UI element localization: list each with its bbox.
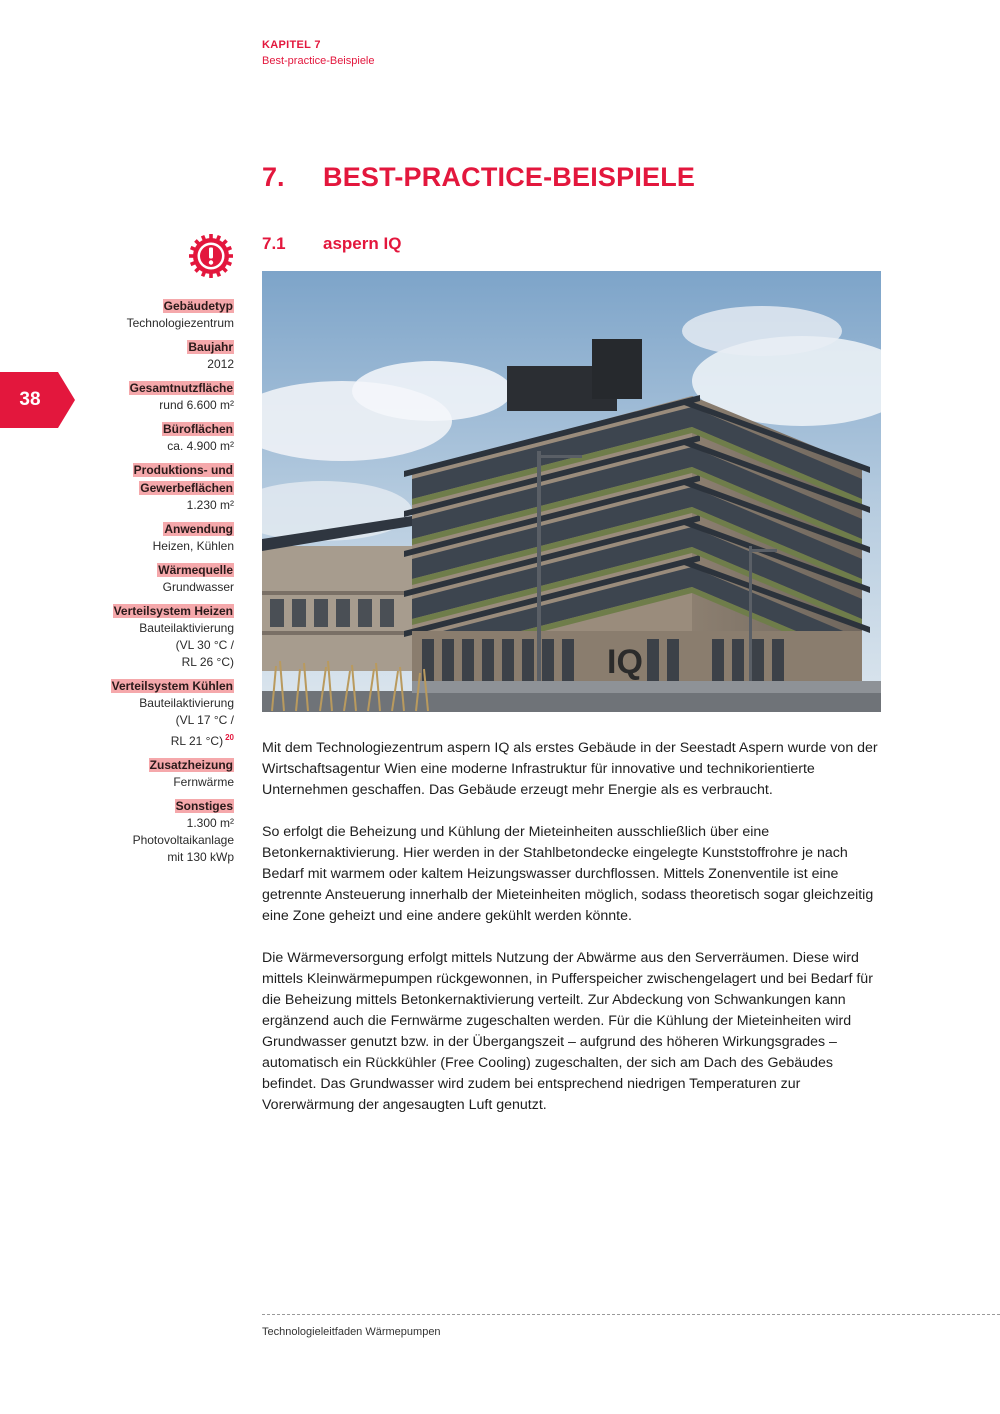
fact-item — [60, 561, 234, 596]
fact-label: Gebäudetyp — [163, 299, 233, 313]
fact-value — [60, 579, 234, 596]
fact-label: Wärmequelle — [158, 563, 233, 577]
section-title: aspern IQ — [323, 234, 402, 253]
fact-value-text: 2012 — [207, 357, 234, 371]
iq-sign: IQ — [607, 643, 643, 681]
fact-value-text: Grundwasser — [162, 580, 234, 594]
fact-value — [60, 397, 234, 414]
fact-value-text: Technologiezentrum — [126, 316, 234, 330]
fact-value-text: 1.300 m² Photovoltaikanlage mit 130 kWp — [132, 816, 234, 864]
fact-label: Verteilsystem Heizen — [113, 604, 233, 618]
fact-item — [60, 461, 234, 514]
fact-label: Zusatzheizung — [149, 758, 233, 772]
fact-item — [60, 520, 234, 555]
fact-value — [60, 538, 234, 555]
paragraph-1: Mit dem Technologiezentrum aspern IQ als erstes Gebäude in der Seestadt Aspern wurde von der Wirtschaftsagentur Wien eine moderne Infrastruktur für innovative und technikorientierte Unternehmen geschaffen. Das Gebäude erzeugt mehr Energie als es verbraucht. — [262, 740, 878, 798]
body-text — [262, 738, 884, 1137]
footnote-ref[interactable]: 20 — [225, 733, 234, 742]
fact-label: Produktions- und Gewerbeflächen — [133, 463, 233, 495]
heading1-number: 7. — [262, 162, 285, 192]
fact-value — [60, 497, 234, 514]
footer-text: Technologieleitfaden Wärmepumpen — [262, 1326, 441, 1338]
fact-label: Gesamtnutzfläche — [129, 381, 233, 395]
fact-label: Baujahr — [188, 340, 233, 354]
fact-label: Sonstiges — [175, 799, 233, 813]
fact-value — [60, 620, 234, 671]
fact-item — [60, 797, 234, 866]
fact-value-text: ca. 4.900 m² — [167, 439, 234, 453]
fact-value — [60, 315, 234, 332]
fact-item — [60, 602, 234, 671]
page-title: BEST-PRACTICE-BEISPIELE — [323, 162, 696, 192]
building-facts — [60, 297, 234, 872]
fact-item — [60, 379, 234, 414]
fact-value-text: rund 6.600 m² — [159, 398, 234, 412]
fact-value-text: Bauteilaktivierung (VL 17 °C / RL 21 °C) — [139, 696, 234, 748]
fact-label: Anwendung — [164, 522, 233, 536]
heading2-number: 7.1 — [262, 234, 286, 253]
fact-value — [60, 695, 234, 750]
fact-value-text: 1.230 m² — [186, 498, 234, 512]
building-photo — [262, 271, 881, 712]
exclamation-gear-icon — [187, 232, 235, 280]
fact-value — [60, 438, 234, 455]
chapter-title: Best-practice-Beispiele — [262, 55, 375, 67]
fact-label: Büroflächen — [162, 422, 233, 436]
fact-value — [60, 774, 234, 791]
fact-item — [60, 677, 234, 750]
page-number: 38 — [19, 389, 41, 410]
fact-item — [60, 756, 234, 791]
fact-item — [60, 338, 234, 373]
fact-value-text: Fernwärme — [173, 775, 234, 789]
paragraph-2: So erfolgt die Beheizung und Kühlung der Mieteinheiten ausschließlich über eine Betonkernaktivierung. Hier werden in der Stahlbetondecke eingelegte Kunststoffrohre je nach Bedarf mit warmem oder kaltem Heizungswasser durchflossen. Mittels Zonenventile ist eine getrennte Ansteuerung innerhalb der Mieteinheiten möglich, sodass theoretisch sogar gleichzeitig eine Zone geheizt und eine andere gekühlt werden könnte. — [262, 824, 874, 924]
fact-value-text: Bauteilaktivierung (VL 30 °C / RL 26 °C) — [139, 621, 234, 669]
fact-item — [60, 297, 234, 332]
fact-item — [60, 420, 234, 455]
footer-divider — [262, 1314, 1000, 1315]
fact-value — [60, 815, 234, 866]
fact-value-text: Heizen, Kühlen — [152, 539, 234, 553]
paragraph-3: Die Wärmeversorgung erfolgt mittels Nutzung der Abwärme aus den Serverräumen. Diese wird mittels Kleinwärmepumpen rückgewonnen, in Pufferspeicher zwischengelagert und bei Bedarf für die Beheizung mittels Betonkernaktivierung verteilt. Zur Abdeckung von Schwankungen kann ergänzend auch die Fernwärme zugeschalten werden. Für die Kühlung der Mieteinheiten wird Grundwasser genutzt bzw. in der Übergangszeit – aufgrund des höheren Wirkungsgrades – automatisch ein Rückkühler (Free Cooling) zugeschalten, der sich am Dach des Gebäudes befindet. Das Grundwasser wird zudem bei entsprechend niedrigen Temperaturen zur Vorerwärmung der angesaugten Luft genutzt. — [262, 950, 873, 1113]
chapter-label: KAPITEL 7 — [262, 39, 321, 51]
fact-label: Verteilsystem Kühlen — [111, 679, 233, 693]
fact-value — [60, 356, 234, 373]
